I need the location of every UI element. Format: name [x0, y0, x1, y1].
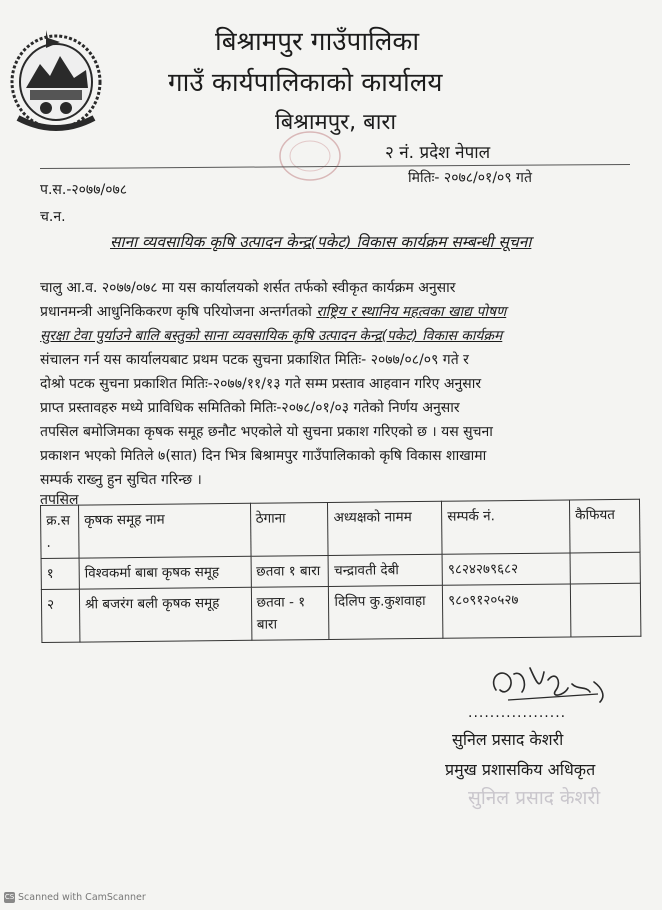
cell-chairperson: दिलिप कु.कुशवाहा	[329, 585, 443, 639]
body-line	[40, 302, 506, 321]
cell-group-name: श्री बजरंग बली कृषक समूह	[79, 587, 251, 642]
cell-serial: २	[41, 589, 80, 642]
cell-group-name: विश्वकर्मा बाबा कृषक समूह	[79, 556, 251, 589]
signature-line: ..................	[468, 705, 567, 721]
header-address: ठेगाना	[250, 502, 328, 556]
office-name: गाउँ कार्यपालिकाको कार्यालय	[168, 68, 443, 98]
body-line: तपसिल बमोजिमका कृषक समूह छनौट भएकोले यो सुचना प्रकाश गरिएको छ । यस सुचना	[40, 424, 493, 440]
notice-subject: साना व्यवसायिक कृषि उत्पादन केन्द्र(पकेट) विकास कार्यक्रम सम्बन्धी सूचना	[110, 233, 532, 251]
province-name: २ नं. प्रदेश नेपाल	[385, 143, 491, 163]
body-line: दोश्रो पटक सुचना प्रकाशित मितिः-२०७७/११/१३ गते सम्म प्रस्ताव आहवान गरिए अनुसार	[40, 376, 482, 392]
cell-contact: ९८२४२७९६८२	[442, 553, 570, 585]
table-row	[41, 583, 641, 642]
name-stamp: सुनिल प्रसाद केशरी	[468, 787, 601, 809]
office-address: बिश्रामपुर, बारा	[275, 110, 397, 135]
faint-stamp	[275, 128, 345, 183]
header-contact: सम्पर्क नं.	[442, 500, 570, 554]
header-group-name: कृषक समूह नाम	[78, 503, 250, 558]
cell-remarks	[570, 552, 640, 584]
dispatch-number: च.न.	[40, 209, 66, 225]
cell-chairperson: चन्द्रावती देबी	[328, 554, 442, 586]
header-remarks: कैफियत	[570, 499, 641, 553]
body-line: प्राप्त प्रस्तावहरु मध्ये प्राविधिक समितिको मितिः-२०७८/०१/०३ गतेको निर्णय अनुसार	[40, 400, 460, 416]
table-caption: तपसिल	[40, 492, 79, 508]
body-line: सम्पर्क राख्नु हुन सुचित गरिन्छ ।	[40, 472, 202, 488]
reference-number: प.स.-२०७७/०७८	[40, 182, 128, 198]
scanner-text: Scanned with CamScanner	[18, 892, 146, 903]
letter-date: मितिः- २०७८/०१/०९ गते	[408, 170, 532, 186]
cell-contact: ९८०९१२०५२७	[443, 584, 571, 638]
body-line-emphasis: सुरक्षा टेवा पुर्याउने बालि बस्तुको साना व्यवसायिक कृषि उत्पादन केन्द्र(पकेट) विकास कार्यक्रम	[40, 328, 503, 344]
signatory-position: प्रमुख प्रशासकिय अधिकृत	[445, 760, 596, 779]
header-serial: क्र.स .	[41, 505, 80, 558]
cell-remarks	[570, 583, 641, 637]
cell-serial: १	[41, 558, 79, 589]
body-line: संचालन गर्न यस कार्यालयबाट प्रथम पटक सुचना प्रकाशित मितिः- २०७७/०८/०९ गते र	[40, 352, 469, 368]
signatory-name: सुनिल प्रसाद केशरी	[452, 730, 564, 749]
nepal-emblem-icon	[8, 26, 104, 134]
camscanner-icon: CS	[4, 893, 15, 901]
body-emphasis: राष्ट्रिय र स्थानिय महत्वका खाद्य पोषण	[316, 304, 507, 320]
farmer-group-table	[40, 499, 641, 643]
header-chairperson: अध्यक्षको नामम	[328, 501, 442, 555]
cell-address: छतवा - १ बारा	[251, 586, 329, 640]
table-header-row	[41, 499, 641, 558]
municipality-name: बिश्रामपुर गाउँपालिका	[215, 27, 420, 57]
body-text: प्रधानमन्त्री आधुनिकिकरण कृषि परियोजना अन्तर्गतको	[40, 304, 317, 320]
cell-address: छतवा १ बारा	[251, 555, 329, 587]
scanner-watermark	[4, 892, 146, 903]
handwritten-signature	[478, 660, 618, 710]
body-line: चालु आ.व. २०७७/०७८ मा यस कार्यालयको शर्सत तर्फको स्वीकृत कार्यक्रम अनुसार	[40, 280, 456, 296]
body-line: प्रकाशन भएको मितिले ७(सात) दिन भित्र बिश्रामपुर गाउँपालिकाको कृषि विकास शाखामा	[40, 448, 487, 464]
